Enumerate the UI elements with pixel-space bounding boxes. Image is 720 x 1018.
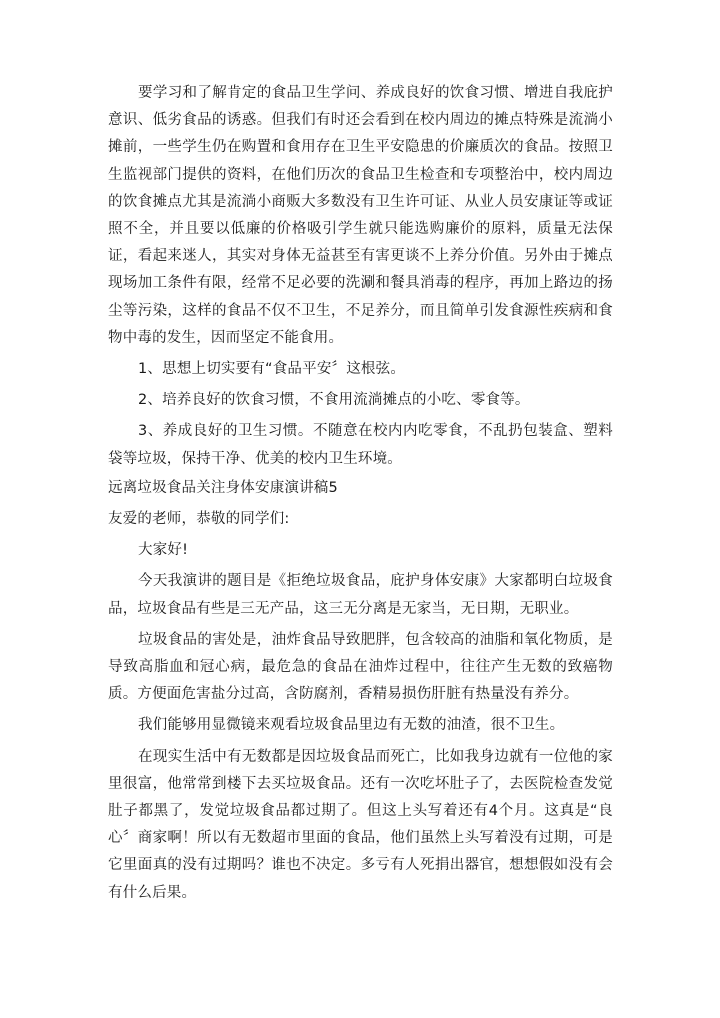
paragraph-junk-food-harm: 垃圾食品的害处是，油炸食品导致肥胖，包含较高的油脂和氧化物质，是导致高脂血和冠心病，最危急的食品在油炸过程中，往往产生无数的致癌物质。方便面危害盐分过高，含防腐剂，香精易损伤肝脏有热量没有养分。	[108, 631, 613, 703]
paragraph-speech-topic: 今天我演讲的题目是《拒绝垃圾食品，庇护身体安康》大家都明白垃圾食品，垃圾食品有些是三无产品，这三无分离是无家当，无日期，无职业。	[108, 573, 613, 617]
paragraph-real-life-example: 在现实生活中有无数都是因垃圾食品而死亡，比如我身边就有一位他的家里很富，他常常到楼下去买垃圾食品。还有一次吃坏肚子了，去医院检查发觉肚子都黑了，发觉垃圾食品都过期了。但这上头写着还有4个月。这真是“良心〞商家啊！所以有无数超市里面的食品，他们虽然上头写着没有过期，可是它里面真的没有过期吗？谁也不决定。多亏有人死捐出器官，想想假如没有会有什么后果。	[108, 748, 613, 901]
speech-title: 远离垃圾食品关注身体安康演讲稿5	[108, 479, 338, 496]
paragraph-food-safety-intro: 要学习和了解肯定的食品卫生学问、养成良好的饮食习惯、增进自我庇护意识、低劣食品的诱惑。但我们有时还会看到在校内周边的摊点特殊是流淌小摊前，一些学生仍在购置和食用存在卫生平安隐患的价廉质次的食品。按照卫生监视部门提供的资料，在他们历次的食品卫生检查和专项整治中，校内周边的饮食摊点尤其是流淌小商贩大多数没有卫生许可证、从业人员安康证等或证照不全，并且要以低廉的价格吸引学生就只能选购廉价的原料，质量无法保证，看起来迷人，其实对身体无益甚至有害更谈不上养分价值。另外由于摊点现场加工条件有限，经常不足必要的洗涮和餐具消毒的程序，再加上路边的扬尘等污染，这样的食品不仅不卫生，不足养分，而且简单引发食源性疾病和食物中毒的发生，因而坚定不能食用。	[108, 85, 613, 346]
list-item-3: 3、养成良好的卫生习惯。不随意在校内内吃零食，不乱扔包装盒、塑料袋等垃圾，保持干净、优美的校内卫生环境。	[108, 423, 613, 467]
greeting: 大家好!	[138, 542, 189, 559]
salutation: 友爱的老师，恭敬的同学们:	[108, 511, 290, 528]
list-item-1: 1、思想上切实要有“食品平安〞这根弦。	[138, 361, 406, 378]
paragraph-microscope: 我们能够用显微镜来观看垃圾食品里边有无数的油渣，很不卫生。	[138, 717, 565, 734]
list-item-2: 2、培养良好的饮食习惯，不食用流淌摊点的小吃、零食等。	[138, 392, 530, 409]
